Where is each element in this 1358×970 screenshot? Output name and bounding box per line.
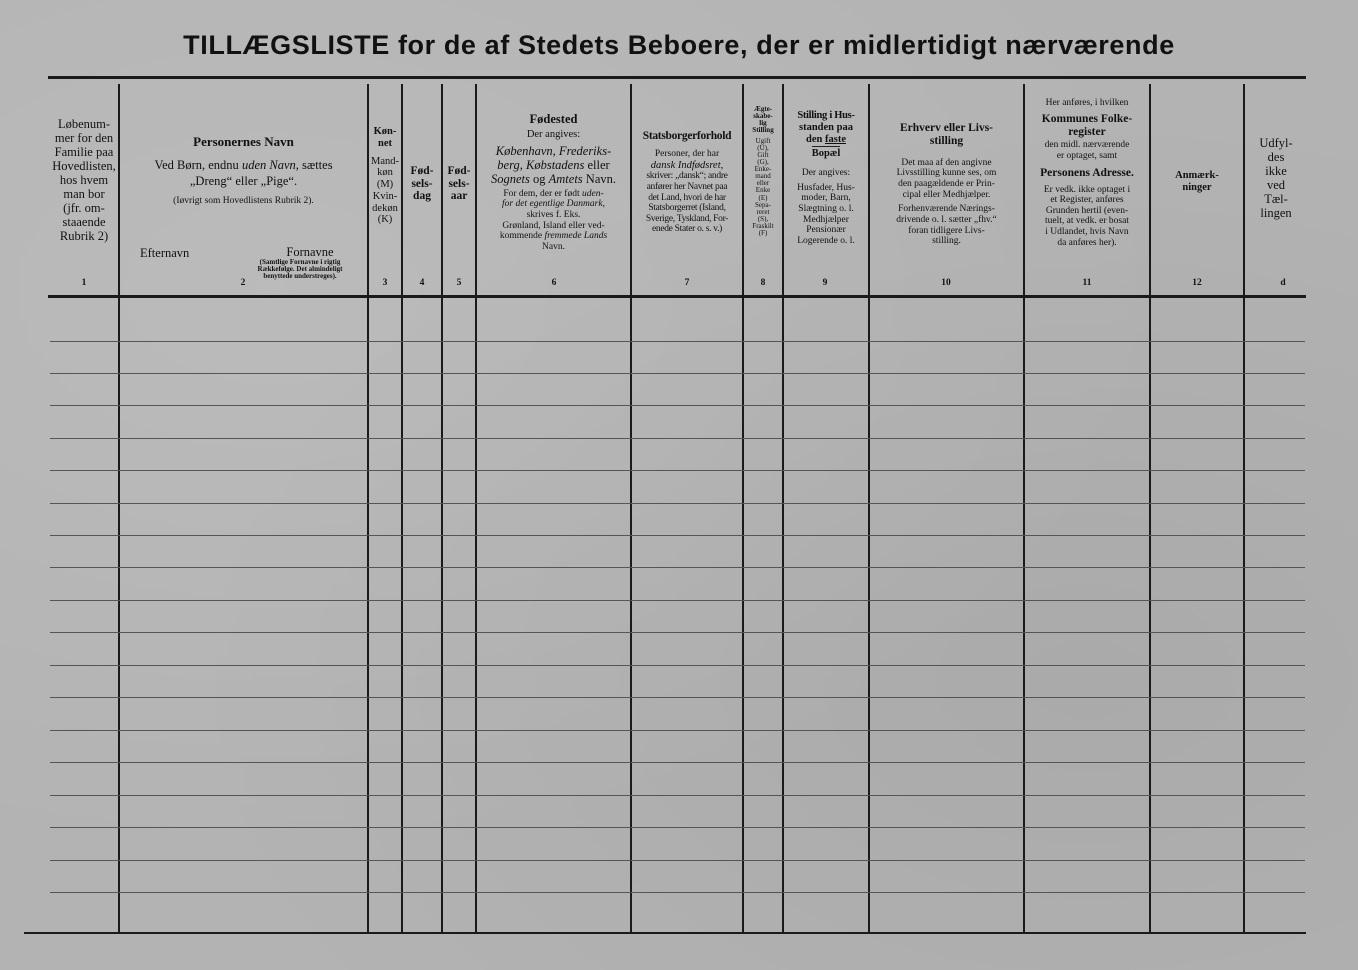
header-text [503, 189, 603, 200]
fornavne-note [230, 259, 370, 280]
header-text: er optaget, samt [1056, 151, 1118, 161]
header-text: dansk Indfødsret, [650, 159, 724, 171]
column-heading: Personens Adresse. [1040, 166, 1134, 179]
header-text: Amtets [548, 171, 583, 186]
top-rule [48, 76, 1306, 79]
column-header-10 [870, 84, 1023, 276]
header-text: Statsborgerret (Island, [648, 203, 726, 214]
header-text: Hovedlisten, [52, 159, 116, 173]
subheading-efternavn: Efternavn [140, 246, 190, 260]
header-text: benyttede understreges). [263, 272, 337, 280]
header-text: mand [755, 172, 771, 181]
header-text: Rubrik 2) [59, 229, 109, 243]
header-text: Udfyl- [1259, 136, 1293, 150]
header-text: Rækkefølge. Det almindeligt [257, 265, 343, 273]
header-text: Er vedk. ikke optaget i [1043, 184, 1131, 195]
column-header-11 [1025, 84, 1149, 276]
header-text: Personer, der har [654, 148, 720, 159]
header-text: (E) [758, 193, 768, 202]
column-heading: net [378, 137, 392, 149]
header-text: Fraskilt [752, 222, 774, 230]
header-text: og [529, 171, 549, 186]
header-text: skriver: „dansk“; andre [646, 171, 728, 182]
header-text: mer for den [54, 131, 114, 145]
header-text: Familie paa [54, 145, 114, 159]
column-number: 8 [760, 278, 766, 288]
header-text: lingen [1260, 206, 1292, 220]
header-text: Kvin- [372, 190, 398, 202]
column-number: d [1280, 278, 1286, 288]
column-heading: Ægte- [753, 105, 773, 113]
ruled-line [50, 405, 1305, 406]
header-text: (Iøvrigt som Hovedlistens Rubrik 2). [173, 196, 314, 206]
column-number: 11 [1082, 278, 1092, 288]
header-text: uden Navn, [241, 158, 299, 172]
column-heading [806, 134, 846, 146]
ruled-line [50, 503, 1305, 504]
column-heading: Stilling i Hus- [797, 110, 855, 121]
header-text: den midl. nærværende [1044, 140, 1130, 151]
column-heading: Stilling [752, 126, 774, 135]
header-text: fremmede Lands [544, 231, 608, 242]
header-text: reret [756, 207, 770, 216]
ruled-line [50, 373, 1305, 374]
header-text: (G), [757, 157, 769, 166]
column-header-12 [1151, 84, 1243, 280]
column-heading: ninger [1182, 182, 1212, 193]
header-text: cipal eller Medhjælper. [902, 189, 991, 200]
header-text: Gift [757, 150, 769, 159]
column-heading: standen paa [799, 121, 853, 133]
ruled-line [50, 535, 1305, 536]
header-text [500, 231, 607, 242]
form-title: TILLÆGSLISTE for de af Stedets Beboere, der er midlertidigt nærværende [183, 30, 1175, 60]
ruled-line [50, 470, 1305, 471]
header-text: ikke [1265, 164, 1287, 178]
subheading-fornavne: Fornavne [286, 245, 334, 259]
header-text: Pensionær [806, 225, 846, 236]
header-text: moder, Barn, [801, 193, 851, 204]
header-text: den [806, 133, 825, 145]
header-text: Navn. [582, 171, 616, 186]
header-text: (Samtlige Fornavne i rigtig [259, 258, 341, 266]
header-text: (F) [758, 229, 768, 238]
header-text: Grunden hertil (even- [1045, 205, 1129, 216]
column-number: 6 [551, 278, 557, 288]
header-text: for det egentlige Danmark, [502, 199, 605, 210]
ruled-line [50, 438, 1305, 439]
ruled-line [50, 341, 1305, 342]
ruled-line [50, 600, 1305, 601]
header-text: Sverige, Tyskland, For- [645, 213, 729, 224]
header-text: Navn. [542, 241, 565, 252]
header-text [497, 158, 609, 172]
header-text: Forhenværende Nærings- [898, 204, 995, 215]
header-text: Medhjælper [803, 214, 849, 225]
header-text: i Udlandet, hvis Navn [1045, 227, 1129, 237]
column-header-8 [744, 84, 782, 276]
header-text: (M) [376, 179, 394, 190]
column-number: 4 [419, 278, 425, 288]
header-text: drivende o. l. sætter „fhv.“ [896, 214, 997, 225]
header-text [120, 158, 367, 173]
header-text: Købstadens [526, 157, 585, 172]
header-text: (K) [377, 214, 393, 226]
column-header-2 [120, 84, 367, 280]
column-number: 12 [1192, 278, 1202, 288]
header-text: foran tidligere Livs- [908, 225, 985, 236]
header-text: Fød- [447, 164, 471, 177]
ruled-line [50, 762, 1305, 763]
column-heading: stilling [929, 134, 964, 147]
header-text: Løbenum- [57, 117, 111, 131]
header-text: uden- [581, 188, 604, 199]
header-text: berg, [497, 157, 526, 172]
header-text: kommende [499, 231, 545, 242]
header-text: sættes [298, 158, 333, 172]
header-text: (U), [757, 143, 769, 152]
header-text: aar [450, 190, 468, 203]
ruled-line [50, 892, 1305, 893]
ruled-line [50, 697, 1305, 698]
column-number: 10 [941, 278, 951, 288]
header-text: tuelt, at vedk. er bosat [1045, 216, 1129, 227]
column-header-4 [403, 84, 441, 284]
header-text: „Dreng“ eller „Pige“. [189, 174, 298, 188]
header-text: Det maa af den angivne [901, 157, 992, 168]
header-text: Logerende o. l. [797, 235, 855, 246]
header-text: enede Stater o. s. v.) [651, 224, 723, 235]
column-heading: Kommunes Folke- [1041, 112, 1133, 125]
header-text: Sepa- [755, 200, 771, 209]
header-text: køn [377, 167, 393, 179]
column-heading: Køn- [373, 126, 397, 137]
header-text: sels- [411, 177, 433, 190]
header-text: man bor [63, 187, 105, 201]
header-text: eller [756, 179, 770, 188]
header-text: sels- [448, 177, 470, 190]
column-number: 3 [382, 278, 388, 288]
column-header-13 [1245, 84, 1307, 276]
ruled-line [50, 795, 1305, 796]
header-text [491, 172, 616, 186]
header-text: Der angives: [526, 129, 581, 140]
column-header-1 [50, 84, 118, 276]
column-number: 9 [822, 278, 828, 288]
header-text: Ved Børn, endnu [154, 158, 242, 172]
header-text: den paagældende er Prin- [898, 179, 995, 189]
bottom-rule [24, 932, 1306, 934]
column-heading: register [1068, 125, 1106, 138]
header-text: dekøn [372, 202, 398, 214]
header-text: dag [413, 190, 431, 203]
ruled-line [50, 632, 1305, 633]
header-text: Livsstilling kunne ses, om [896, 168, 997, 179]
ruled-line [50, 730, 1305, 731]
header-text: skrives f. Eks. [526, 210, 581, 220]
header-text: des [1267, 150, 1285, 164]
header-text: hos hvem [59, 173, 109, 187]
column-header-3 [369, 84, 401, 276]
header-text: Her anføres, i hvilken [1045, 98, 1129, 108]
header-bottom-rule [48, 295, 1306, 298]
column-header-6 [477, 84, 630, 276]
header-text: da anføres her). [1057, 237, 1117, 248]
header-text: (jfr. om- [63, 201, 105, 215]
header-text: For dem, der er født [503, 188, 582, 199]
header-text: Slægtning o. l. [798, 203, 854, 214]
header-text: et Register, anføres [1050, 195, 1124, 206]
ruled-line [50, 567, 1305, 568]
column-number: 5 [456, 278, 462, 288]
column-heading: Statsborgerforhold [642, 130, 732, 142]
column-header-7 [632, 84, 742, 276]
header-text: stilling. [932, 236, 961, 247]
column-header-5 [443, 84, 475, 284]
column-heading: Anmærk- [1175, 170, 1219, 182]
header-text: Ugift [755, 136, 771, 145]
header-text: (S), [757, 214, 769, 223]
header-text: Enke [755, 186, 771, 195]
ruled-line [50, 665, 1305, 666]
column-heading: Personernes Navn [193, 134, 294, 149]
header-text: ved [1266, 178, 1286, 192]
header-text: staaende [62, 215, 106, 229]
header-text: faste [824, 133, 846, 145]
header-text: Tæl- [1264, 192, 1288, 206]
header-text: Fød- [410, 164, 434, 177]
header-text: anfører her Navnet paa [646, 181, 728, 192]
header-text: Husfader, Hus- [797, 182, 855, 193]
column-number: 2 [240, 278, 246, 288]
header-text: Sognets [491, 171, 530, 186]
header-text: Der angives: [801, 168, 851, 178]
column-number: 7 [684, 278, 690, 288]
column-heading: Bopæl [811, 148, 841, 160]
ruled-line [50, 827, 1305, 828]
column-heading: Fødested [529, 112, 578, 126]
header-text: Enke- [754, 165, 772, 173]
header-text: Mand- [371, 155, 399, 167]
column-header-9 [784, 84, 868, 276]
column-heading: Erhverv eller Livs- [899, 122, 994, 134]
header-text: det Land, hvori de har [648, 192, 726, 203]
header-text: København, Frederiks- [495, 143, 612, 158]
header-text: eller [584, 157, 610, 172]
column-number: 1 [81, 278, 87, 288]
ruled-line [50, 860, 1305, 861]
column-heading: lig [759, 119, 767, 128]
column-heading: skabe- [753, 112, 773, 121]
header-text: Grønland, Island eller ved- [502, 220, 605, 231]
